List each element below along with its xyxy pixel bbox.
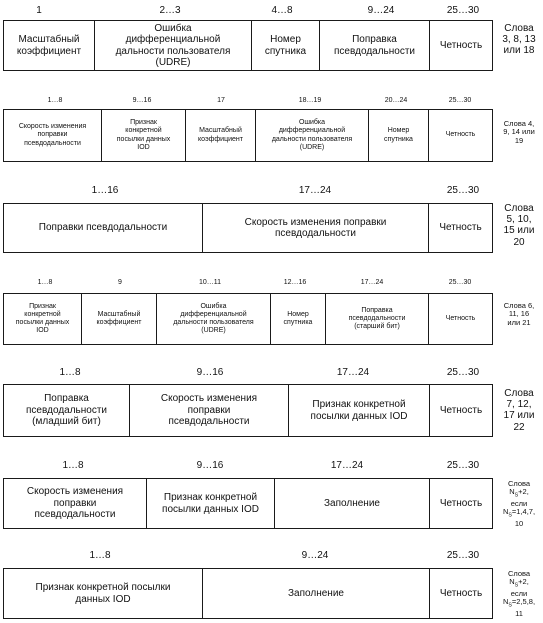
bit-range-label: 25…30 bbox=[446, 185, 480, 196]
bit-range-label: 1 bbox=[36, 5, 42, 16]
bit-range-label: 17 bbox=[217, 97, 225, 104]
word-numbers-label: Слова 7, 12, 17 или 22 bbox=[503, 388, 535, 433]
field-cell bbox=[430, 385, 492, 436]
ns-symbol: N bbox=[509, 487, 515, 497]
field-cell bbox=[157, 294, 271, 344]
field-label: Признак конкретной посылки данных IOD bbox=[35, 582, 171, 605]
bit-range-label: 9…16 bbox=[196, 460, 224, 471]
bit-range-label: 1…8 bbox=[89, 550, 111, 561]
field-label: Признак конкретной посылки данных IOD bbox=[310, 399, 408, 422]
field-label: Поправки псевдодальности bbox=[38, 222, 168, 234]
field-cell bbox=[186, 110, 256, 161]
field-cell bbox=[147, 479, 275, 528]
field-cell bbox=[203, 204, 429, 252]
word-offset-text: +2, bbox=[518, 487, 529, 497]
field-label: Заполнение bbox=[288, 587, 344, 599]
bit-range-label: 2…3 bbox=[159, 5, 181, 16]
field-label: Номер спутника bbox=[384, 127, 413, 143]
bit-range-label: 1…8 bbox=[62, 460, 84, 471]
field-cell bbox=[82, 294, 157, 344]
word-label-text: Слова bbox=[507, 569, 531, 578]
field-cell bbox=[430, 569, 492, 618]
bit-range-label: 25…30 bbox=[446, 460, 480, 471]
field-label: Четность bbox=[439, 587, 483, 599]
field-label: Четность bbox=[439, 404, 483, 416]
field-label: Четность bbox=[439, 222, 482, 234]
word-row bbox=[3, 109, 493, 162]
field-label: Признак конкретной посылки данных IOD bbox=[15, 302, 70, 335]
field-cell bbox=[102, 110, 186, 161]
field-cell bbox=[369, 110, 429, 161]
bit-range-label: 1…8 bbox=[37, 279, 53, 286]
field-cell bbox=[130, 385, 289, 436]
field-cell bbox=[430, 21, 492, 70]
bit-range-label: 25…30 bbox=[446, 367, 480, 378]
field-label: Поправка псевдодальности (младший бит) bbox=[25, 393, 108, 428]
field-label: Масштабный коэффициент bbox=[96, 310, 142, 326]
field-cell bbox=[95, 21, 252, 70]
bit-range-label: 9 bbox=[118, 279, 122, 286]
bit-range-label: 25…30 bbox=[448, 97, 472, 104]
word-numbers-label bbox=[495, 480, 543, 528]
bit-range-label: 17…24 bbox=[330, 460, 364, 471]
word-row bbox=[3, 20, 493, 71]
field-cell bbox=[4, 21, 95, 70]
field-cell bbox=[289, 385, 430, 436]
field-label: Четность bbox=[439, 497, 483, 509]
field-label: Скорость изменения поправки псевдодальности bbox=[244, 216, 387, 239]
word-row bbox=[3, 293, 493, 345]
word-row bbox=[3, 384, 493, 437]
ns-subscript: S bbox=[514, 492, 519, 499]
field-cell bbox=[275, 479, 430, 528]
field-cell bbox=[429, 110, 492, 161]
word-label-text: Слова bbox=[507, 479, 531, 488]
word-numbers-label: Слова 3, 8, 13 или 18 bbox=[502, 23, 536, 57]
field-cell bbox=[203, 569, 430, 618]
ns-symbol: N bbox=[502, 507, 509, 517]
bit-range-label: 17…24 bbox=[360, 279, 384, 286]
field-label: Масштабный коэффициент bbox=[16, 34, 82, 57]
field-label: Ошибка дифференциальной дальности пользователя (UDRE) bbox=[115, 22, 231, 68]
field-cell bbox=[4, 110, 102, 161]
field-label: Номер спутника bbox=[283, 310, 313, 326]
bit-range-label: 20…24 bbox=[384, 97, 408, 104]
field-label: Поправка псевдодальности bbox=[333, 34, 416, 57]
bit-range-label: 25…30 bbox=[446, 550, 480, 561]
field-label: Скорость изменения поправки псевдодальности bbox=[160, 393, 258, 428]
word-row bbox=[3, 203, 493, 253]
bit-range-label: 17…24 bbox=[298, 185, 332, 196]
bit-range-label: 10…11 bbox=[198, 279, 222, 286]
bit-range-label: 12…16 bbox=[283, 279, 307, 286]
field-cell bbox=[256, 110, 369, 161]
bit-range-label: 17…24 bbox=[336, 367, 370, 378]
field-label: Ошибка дифференциальной дальности пользователя (UDRE) bbox=[173, 302, 254, 335]
field-label: Масштабный коэффициент bbox=[198, 127, 243, 143]
bit-range-label: 9…24 bbox=[301, 550, 329, 561]
field-label: Ошибка дифференциальной дальности пользователя (UDRE) bbox=[271, 119, 353, 151]
condition-values: =2,5,8, bbox=[511, 597, 536, 607]
field-label: Четность bbox=[439, 39, 483, 51]
bit-range-label: 9…16 bbox=[196, 367, 224, 378]
field-cell bbox=[252, 21, 320, 70]
word-numbers-label: Слова 6, 11, 16 или 21 bbox=[503, 301, 535, 327]
field-label: Заполнение bbox=[324, 497, 380, 509]
ns-subscript: S bbox=[514, 582, 519, 589]
field-cell bbox=[4, 204, 203, 252]
bit-range-label: 18…19 bbox=[298, 97, 322, 104]
word-numbers-label: Слова 4, 9, 14 или 19 bbox=[503, 119, 535, 145]
field-label: Признак конкретной посылки данных IOD bbox=[116, 119, 171, 151]
field-cell bbox=[326, 294, 429, 344]
field-label: Номер спутника bbox=[264, 34, 307, 57]
word-offset-text: +2, bbox=[518, 577, 529, 587]
bit-range-label: 9…16 bbox=[132, 97, 152, 104]
field-cell bbox=[4, 385, 130, 436]
bit-range-label: 25…30 bbox=[448, 279, 472, 286]
field-label: Признак конкретной посылки данных IOD bbox=[162, 492, 259, 515]
field-cell bbox=[429, 294, 492, 344]
bit-range-label: 1…16 bbox=[91, 185, 119, 196]
field-label: Скорость изменения поправки псевдодальности bbox=[26, 486, 124, 521]
condition-values: 11 bbox=[515, 608, 523, 618]
field-label: Скорость изменения поправки псевдодальности bbox=[18, 123, 87, 147]
bit-range-label: 4…8 bbox=[271, 5, 293, 16]
ns-symbol: N bbox=[509, 577, 515, 587]
condition-text: если bbox=[510, 588, 528, 598]
word-row bbox=[3, 568, 493, 619]
field-cell bbox=[429, 204, 492, 252]
field-cell bbox=[4, 569, 203, 618]
word-numbers-label bbox=[495, 570, 543, 618]
field-label: Поправка псевдодальности (старший бит) bbox=[348, 306, 406, 331]
field-cell bbox=[271, 294, 326, 344]
word-numbers-label: Слова 5, 10, 15 или 20 bbox=[503, 203, 535, 248]
field-label: Четность bbox=[445, 314, 476, 322]
condition-values: =1,4,7, bbox=[511, 507, 536, 517]
ns-subscript: S bbox=[508, 512, 512, 519]
field-label: Четность bbox=[445, 131, 476, 139]
condition-text: если bbox=[510, 498, 528, 508]
field-cell bbox=[430, 479, 492, 528]
bit-range-label: 25…30 bbox=[446, 5, 480, 16]
condition-values: 10 bbox=[514, 518, 524, 528]
field-cell bbox=[4, 294, 82, 344]
bit-range-label: 9…24 bbox=[367, 5, 395, 16]
bit-range-label: 1…8 bbox=[47, 97, 63, 104]
ns-subscript: S bbox=[508, 602, 512, 609]
ns-symbol: N bbox=[502, 597, 509, 607]
word-row bbox=[3, 478, 493, 529]
bit-range-label: 1…8 bbox=[59, 367, 81, 378]
field-cell bbox=[4, 479, 147, 528]
field-cell bbox=[320, 21, 430, 70]
